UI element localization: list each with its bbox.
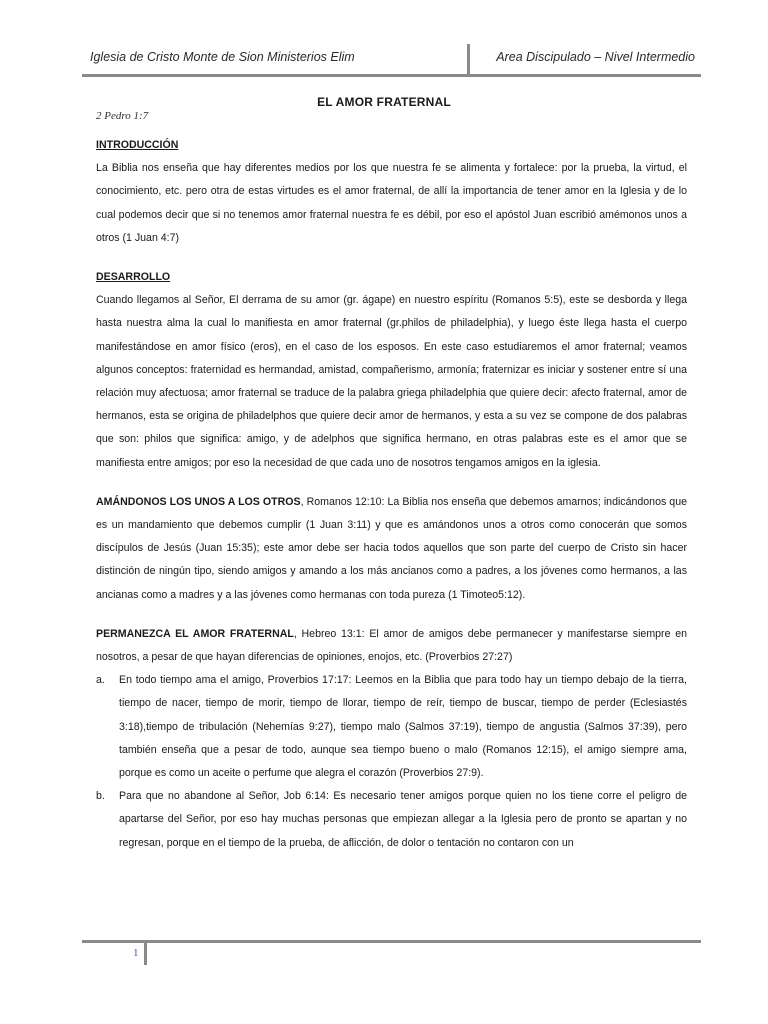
page-header bbox=[82, 44, 701, 77]
desarrollo-paragraph: Cuando llegamos al Señor, El derrama de su amor (gr. ágape) en nuestro espíritu (Romanos 5:5), este se desborda y llega hasta nuestra alma la cual lo manifiesta en amor fraternal (gr.philos de philadelphia), y luego éste llega hasta el cuerpo manifestándose en amor físico (eros), en el caso de los esposos. En este caso estudiaremos el amor fraternal; veamos algunos conceptos: fraternidad es hermandad, amistad, compañerismo, armonía; fraternizar es iniciar y sostener entre sí una relación muy afectuosa; amor fraternal se traduce de la palabra griega philadelphia que quiere decir: afecto fraternal, amor de hermanos, esta se origina de philadelphos que quiere decir amor de hermanos, y esta a su vez se compone de dos palabras que son: philos que significa: amigo, y de adelphos que significa hermano, en otras palabras este es el amor que se manifiesta entre amigos; por eso la necesidad de que cada uno de nosotros tengamos amigos en la iglesia. bbox=[96, 294, 687, 469]
amandonos-text: , Romanos 12:10: La Biblia nos enseña que debemos amarnos; indicándonos que es un mandamiento que debemos cumplir (1 Juan 3:11) y que es amándonos unos a otros como conocerán que somos discípulos de Jesús (Juan 15:35); este amor debe ser hacia todos aquellos que son parte del cuerpo de Cristo sin hacer distinción de ningún tipo, siendo amigos y amando a los más ancianos como a padres, a los jóvenes como hermanos, a las ancianas como a madres y a las jóvenes como hermanas con toda pureza (1 Timoteo5:12). bbox=[96, 495, 687, 601]
header-divider bbox=[467, 44, 470, 76]
list-item bbox=[96, 669, 687, 785]
list-item-text: En todo tiempo ama el amigo, Proverbios 17:17: Leemos en la Biblia que para todo hay un tiempo debajo de la tierra, tiempo de nacer, tiempo de morir, tiempo de llorar, tiempo de reír, tiempo de buscar, tiempo de perder (Eclesiastés 3:18),tiempo de tribulación (Nehemías 9:27), tiempo malo (Salmos 37:19), tiempo de angustia (Salmos 37:39), pero también enseña que a pesar de todo, aunque sea tiempo bueno o malo (Romanos 12:15), el amigo siempre ama, porque es como un aceite o perfume que alegra el corazón (Proverbios 27:9). bbox=[119, 674, 687, 780]
permanezca-list bbox=[96, 669, 687, 855]
document-body bbox=[96, 134, 687, 855]
document-title: EL AMOR FRATERNAL bbox=[317, 95, 451, 109]
list-item-text: Para que no abandone al Señor, Job 6:14: Es necesario tener amigos porque quien no los tiene corre el peligro de apartarse del Señor, por eso hay muchas personas que empiezan allegar a la Iglesia pero de pronto se apartan y no regresan, porque en el tiempo de la prueba, de aflicción, de dolor o tentación no contaron con un bbox=[119, 790, 687, 849]
amandonos-lead: AMÁNDONOS LOS UNOS A LOS OTROS bbox=[96, 495, 301, 508]
page-footer bbox=[82, 940, 701, 965]
desarrollo-heading: DESARROLLO bbox=[96, 271, 171, 284]
permanezca-paragraph bbox=[96, 623, 687, 669]
intro-heading: INTRODUCCIÓN bbox=[96, 139, 179, 151]
key-verse: 2 Pedro 1:7 bbox=[96, 110, 149, 122]
amandonos-paragraph bbox=[96, 491, 687, 607]
intro-paragraph: La Biblia nos enseña que hay diferentes medios por los que nuestra fe se alimenta y fortalece: por la prueba, la virtud, el conocimiento, etc. pero otra de estas virtudes es el amor fraternal, de allí la importancia de tener amor en la Iglesia y de lo cual podemos decir que si no tenemos amor fraternal nuestra fe es débil, por eso el apóstol Juan escribió amémonos unos a otros (1 Juan 4:7) bbox=[96, 162, 687, 244]
list-marker: b. bbox=[96, 790, 105, 803]
permanezca-lead: PERMANEZCA EL AMOR FRATERNAL bbox=[96, 627, 294, 640]
list-marker: a. bbox=[96, 674, 105, 687]
header-church-name: Iglesia de Cristo Monte de Sion Ministerios Elim bbox=[90, 50, 355, 64]
permanezca-text: , Hebreo 13:1: El amor de amigos debe permanecer y manifestarse siempre en nosotros, a pesar de que hayan diferencias de opiniones, enojos, etc. (Proverbios 27:27) bbox=[96, 627, 687, 664]
footer-divider bbox=[144, 943, 147, 965]
header-area-level: Area Discipulado – Nivel Intermedio bbox=[496, 50, 695, 64]
page-number: 1 bbox=[133, 947, 139, 959]
list-item bbox=[96, 785, 687, 855]
